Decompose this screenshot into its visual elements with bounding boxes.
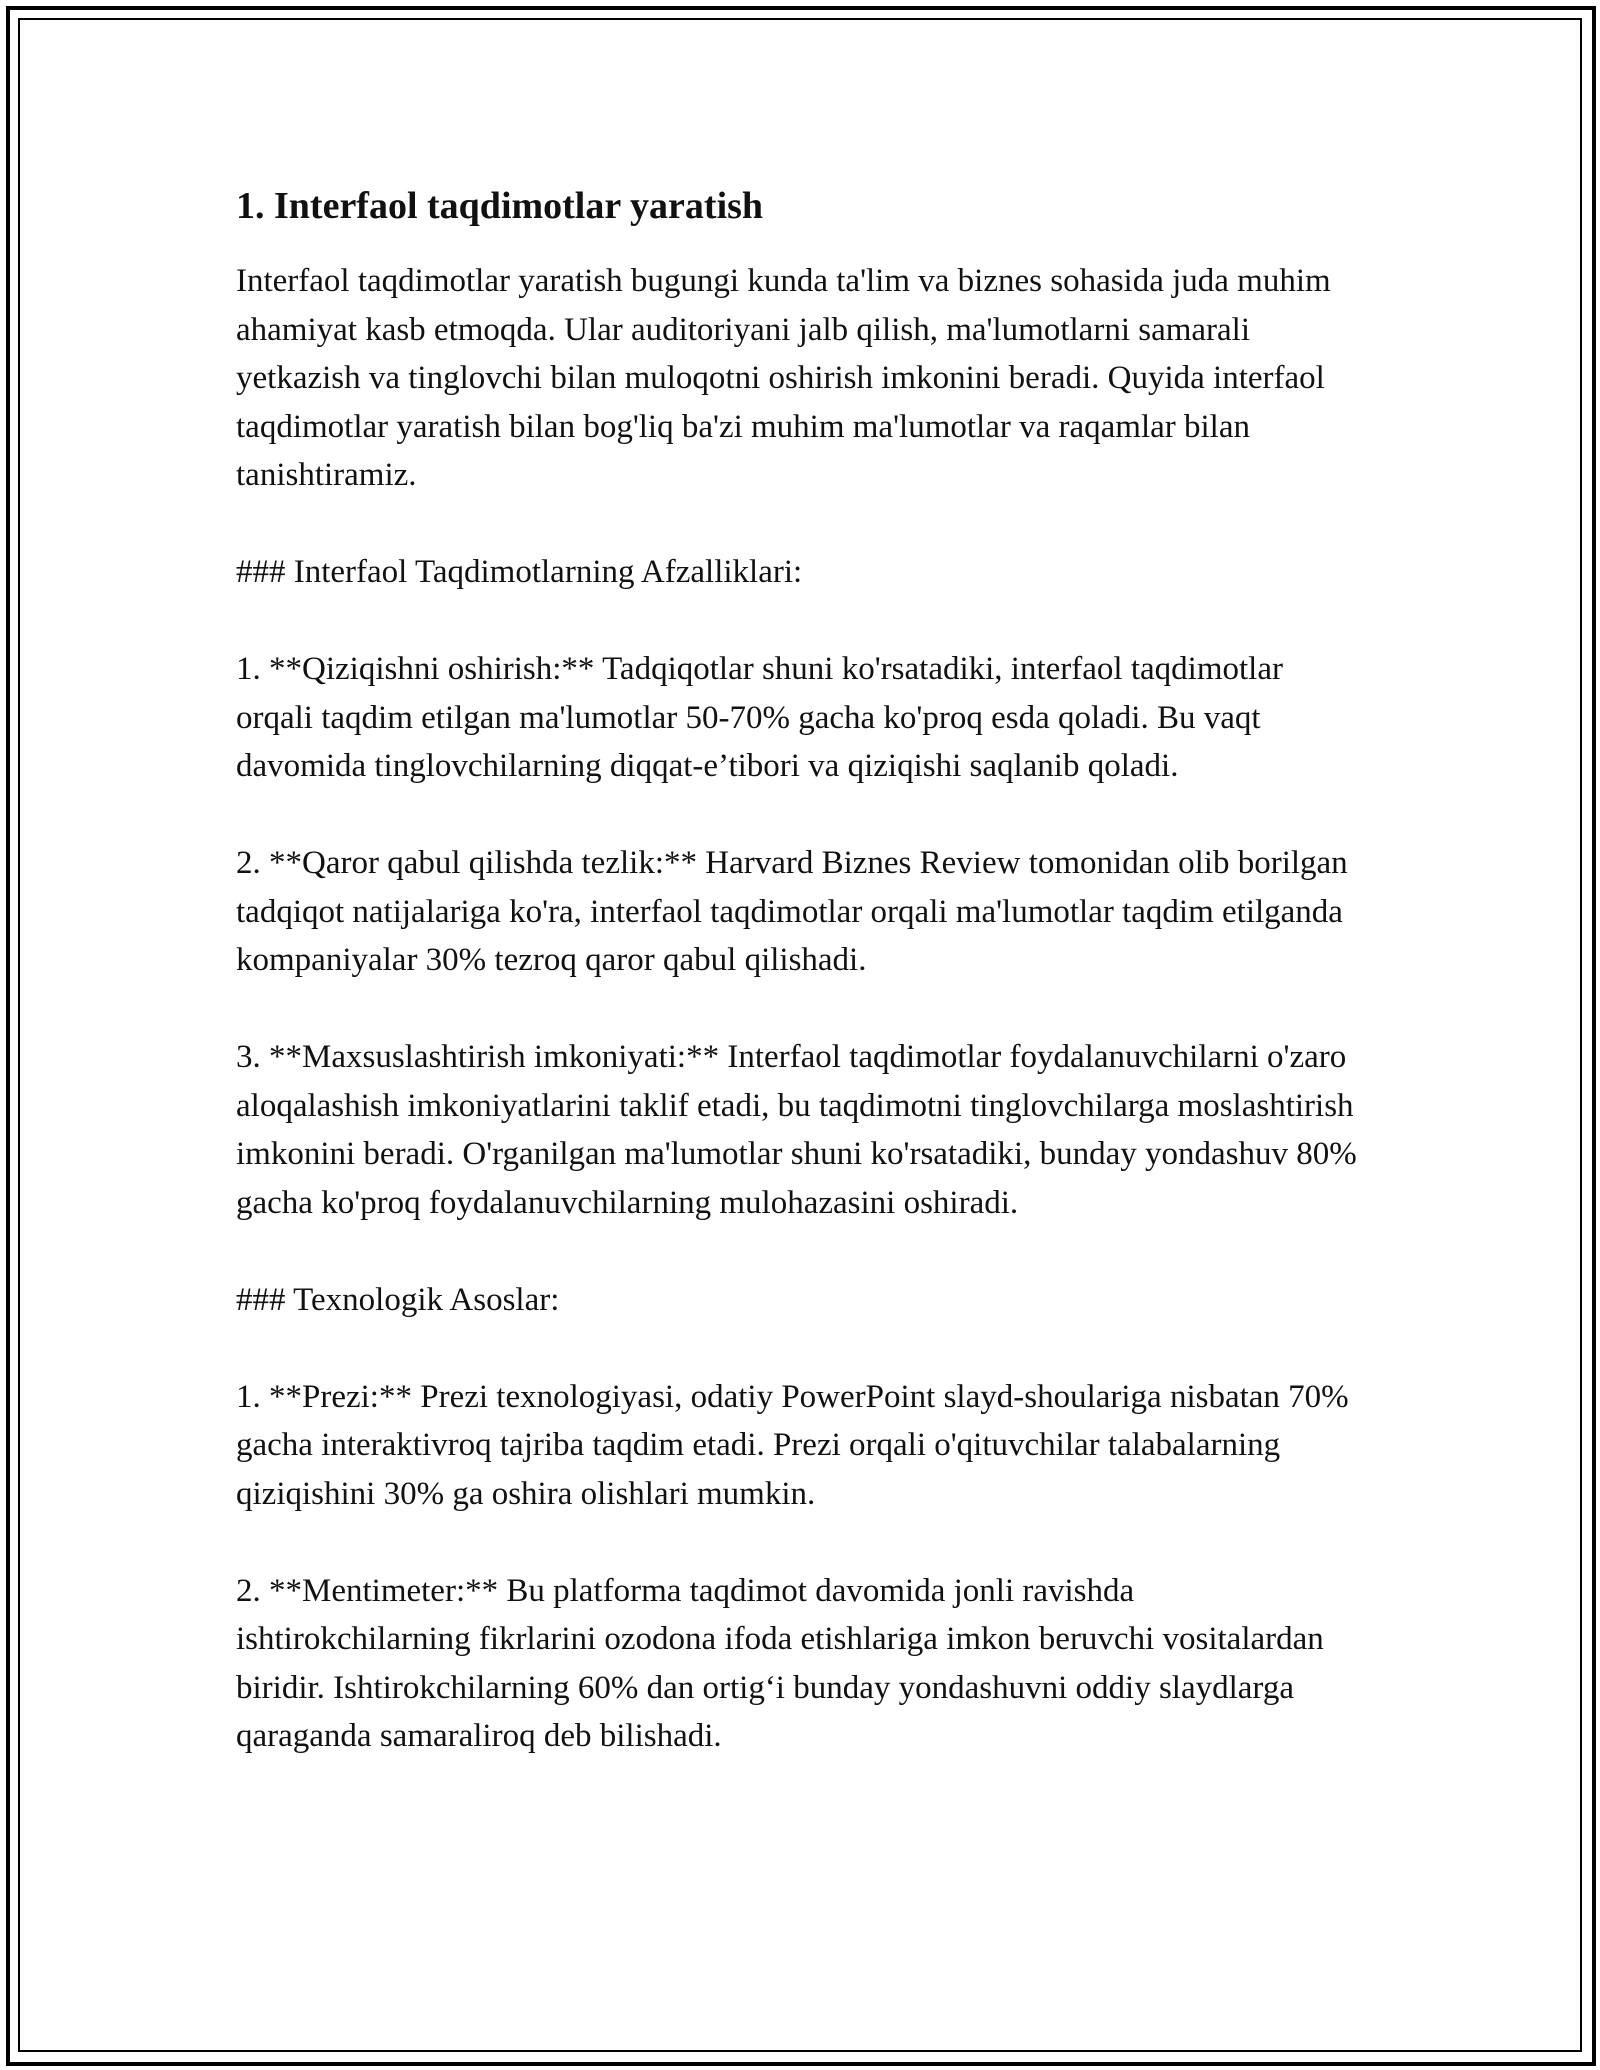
intro-paragraph: Interfaol taqdimotlar yaratish bugungi kunda ta'lim va biznes sohasida juda muhim ahamiyat kasb etmoqda. Ular auditoriyani jalb qilish, ma'lumotlarni samarali yetkazish va tinglovchi bilan muloqotni oshirish imkonini beradi. Quyida interfaol taqdimotlar yaratish bilan bog'liq ba'zi muhim ma'lumotlar va raqamlar bilan tanishtiramiz. — [236, 263, 1331, 493]
document-title: 1. Interfaol taqdimotlar yaratish — [236, 185, 764, 227]
advantage-item-1: 1. **Qiziqishni oshirish:** Tadqiqotlar shuni ko'rsatadiki, interfaol taqdimotlar orqali taqdim etilgan ma'lumotlar 50-70% gacha ko'proq esda qoladi. Bu vaqt davomida tinglovchilarning diqqat-e’tibori va qiziqishi saqlanib qoladi. — [236, 651, 1283, 784]
section-heading-technologies: ### Texnologik Asoslar: — [236, 1281, 560, 1318]
technology-item-prezi: 1. **Prezi:** Prezi texnologiyasi, odatiy PowerPoint slayd-shoulariga nisbatan 70% gacha interaktivroq tajriba taqdim etadi. Prezi orqali o'qituvchilar talabalarning qiziqishini 30% ga oshira olishlari mumkin. — [236, 1378, 1349, 1512]
document-body — [236, 182, 1366, 1809]
advantage-item-3: 3. **Maxsuslashtirish imkoniyati:** Interfaol taqdimotlar foydalanuvchilarni o'zaro aloqalashish imkoniyatlarini taklif etadi, bu taqdimotni tinglovchilarga moslashtirish imkonini beradi. O'rganilgan ma'lumotlar shuni ko'rsatadiki, bunday yondashuv 80% gacha ko'proq foydalanuvchilarning mulohazasini oshiradi. — [236, 1039, 1357, 1221]
advantage-item-2: 2. **Qaror qabul qilishda tezlik:** Harvard Biznes Review tomonidan olib borilgan tadqiqot natijalariga ko'ra, interfaol taqdimotlar orqali ma'lumotlar taqdim etilganda kompaniyalar 30% tezroq qaror qabul qilishadi. — [236, 845, 1348, 978]
technology-item-mentimeter: 2. **Mentimeter:** Bu platforma taqdimot davomida jonli ravishda ishtirokchilarning fikrlarini ozodona ifoda etishlariga imkon beruvchi vositalardan biridir. Ishtirokchilarning 60% dan ortig‘i bunday yondashuvni oddiy slaydlarga qaraganda samaraliroq deb bilishadi. — [236, 1572, 1324, 1754]
section-heading-advantages: ### Interfaol Taqdimotlarning Afzalliklari: — [236, 554, 803, 590]
